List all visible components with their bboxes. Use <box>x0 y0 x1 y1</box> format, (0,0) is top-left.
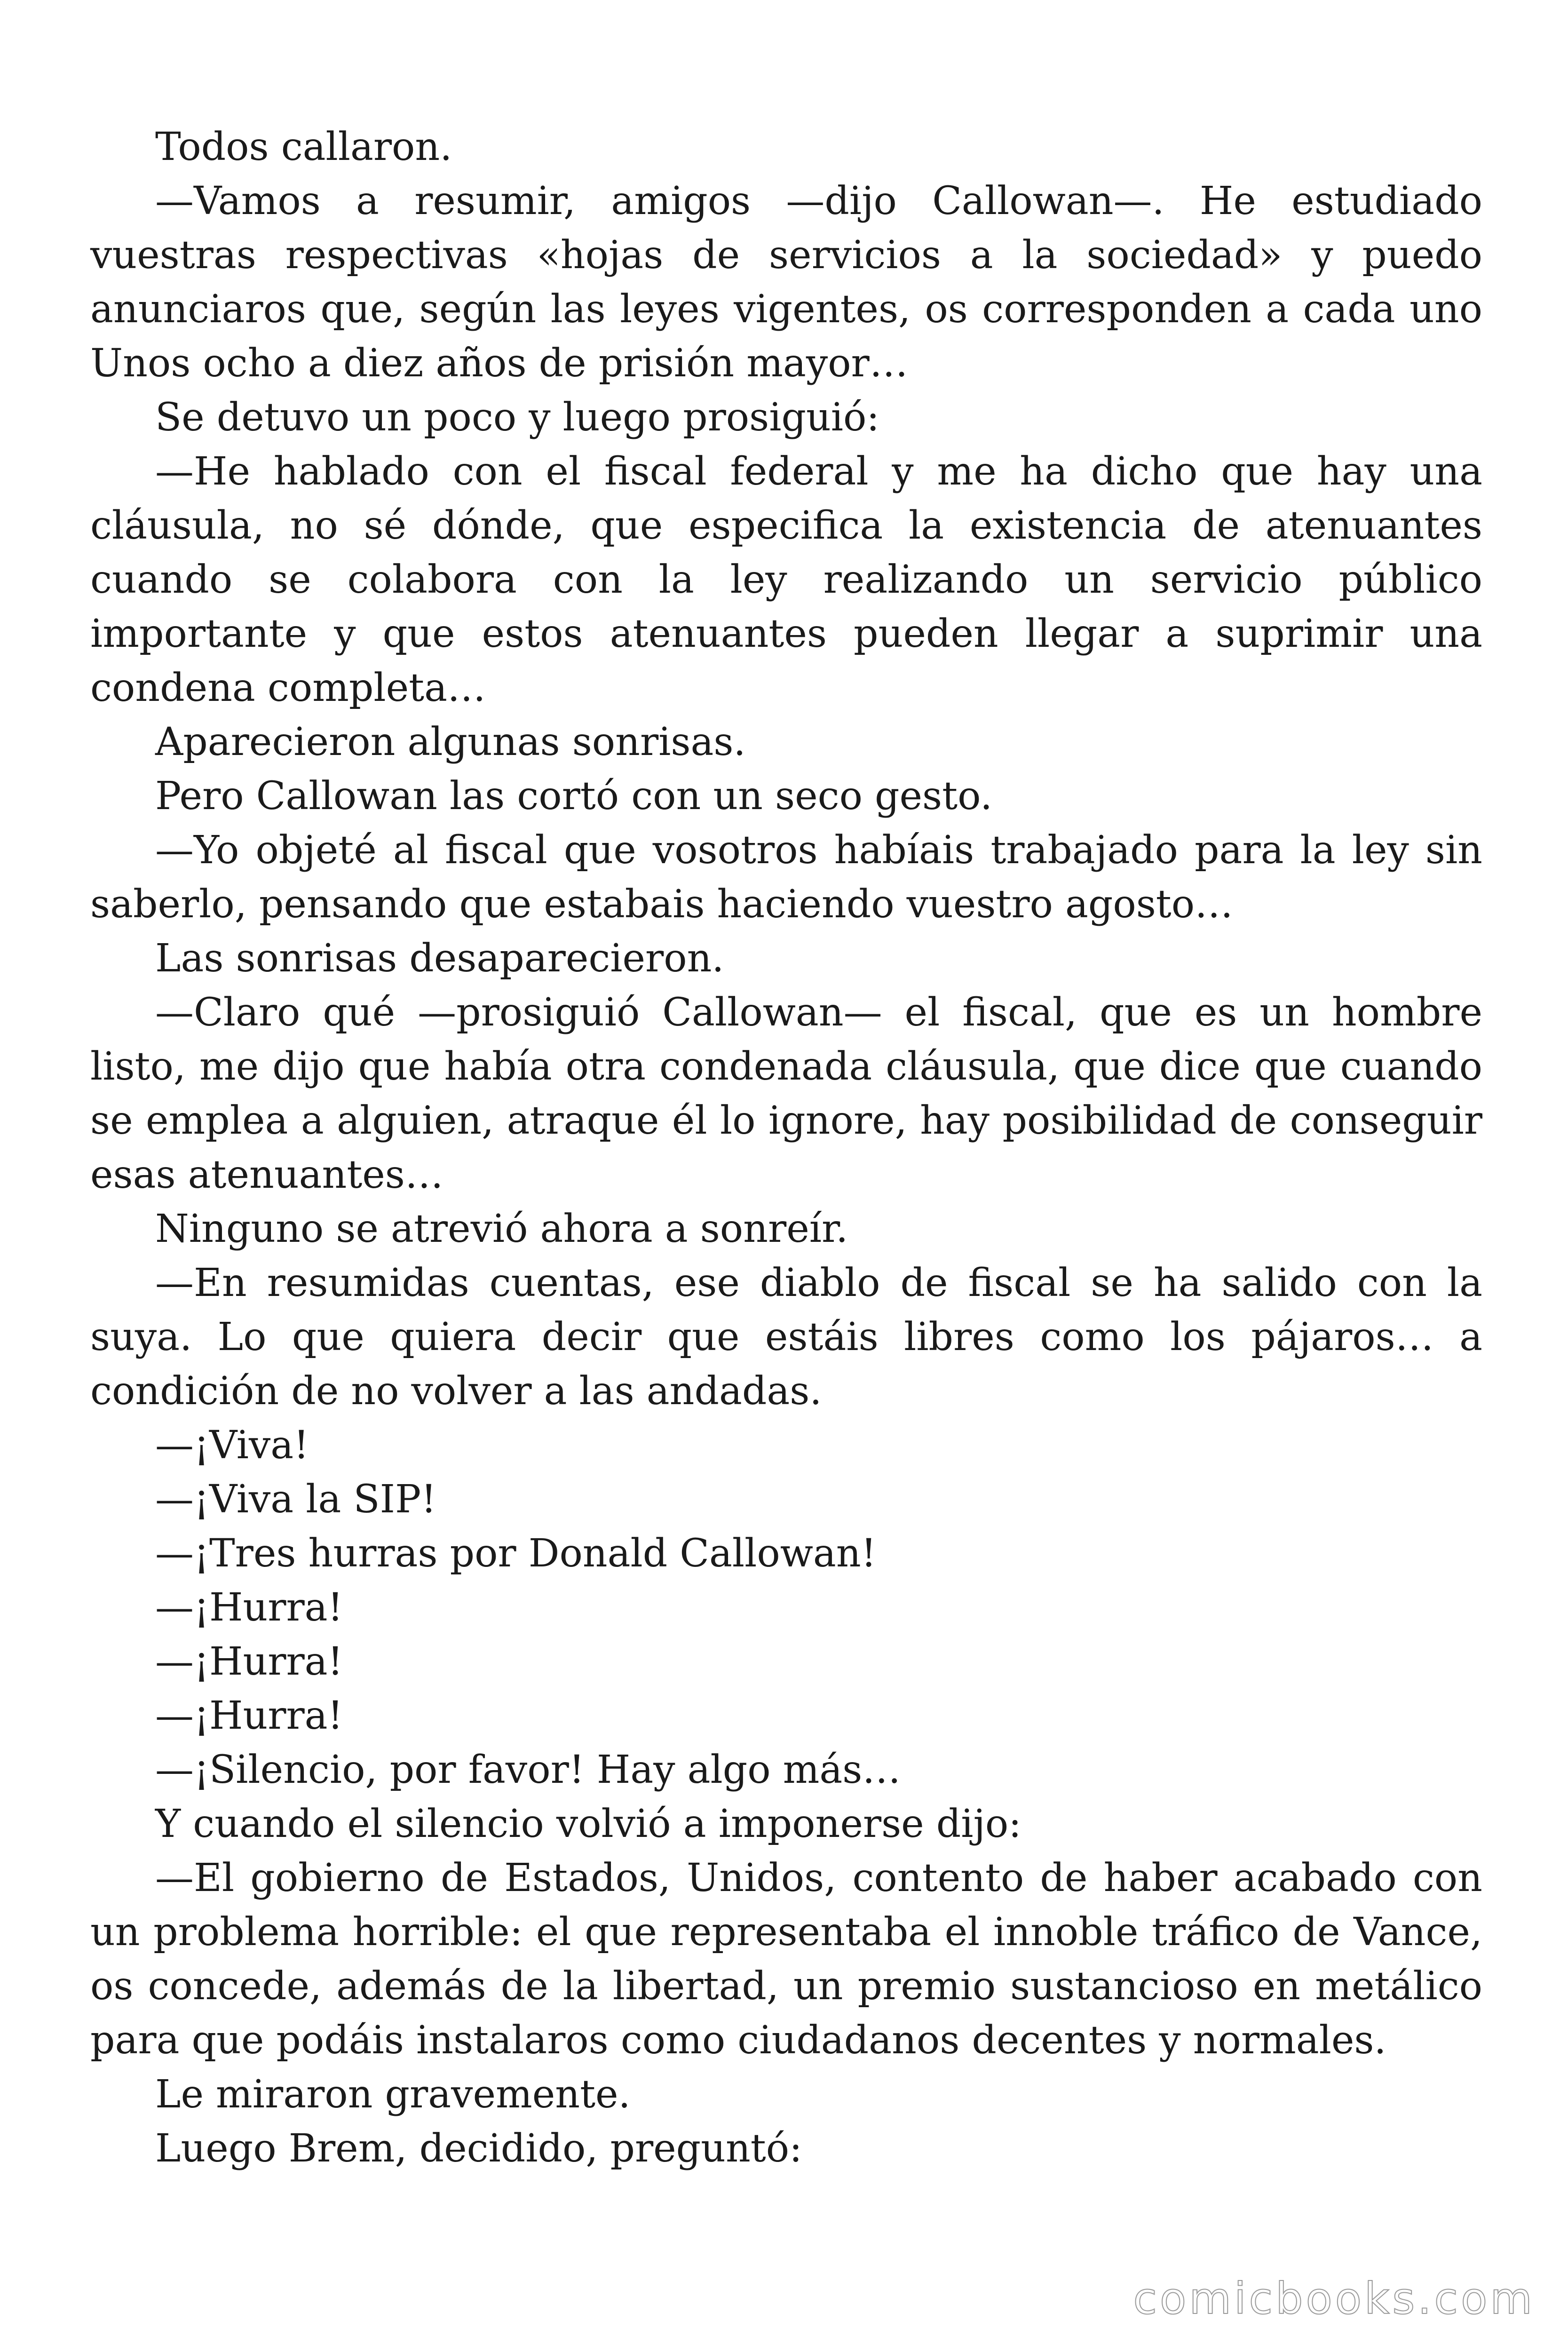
paragraph: —¡Silencio, por favor! Hay algo más… <box>155 1748 901 1792</box>
paragraph: —¡Viva la SIP! <box>155 1477 437 1522</box>
document-page <box>90 120 1482 2176</box>
watermark: comicbooks.com <box>1133 2273 1535 2324</box>
paragraph: Luego Brem, decidido, preguntó: <box>155 2126 802 2171</box>
paragraph: —¡Hurra! <box>155 1693 343 1738</box>
paragraph: Ninguno se atrevió ahora a sonreír. <box>155 1207 848 1251</box>
paragraph: —Claro qué —prosiguió Callowan— el fiscal, que es un hombre listo, me dijo que había otra condenada cláusula, que dice que cuando se emplea a alguien, atraque él lo ignore, hay posibilidad de conseguir esas atenuantes… <box>90 990 1482 1197</box>
paragraph: —¡Tres hurras por Donald Callowan! <box>155 1531 877 1576</box>
paragraph: —¡Hurra! <box>155 1639 343 1684</box>
paragraph: Las sonrisas desaparecieron. <box>155 936 724 981</box>
paragraph: —Vamos a resumir, amigos —dijo Callowan—. He estudiado vuestras respectivas «hojas de servicios a la sociedad» y puedo anunciaros que, según las leyes vigentes, os corresponden a cada uno Unos ocho a diez años de prisión mayor… <box>90 179 1482 386</box>
paragraph: —Yo objeté al fiscal que vosotros habíais trabajado para la ley sin saberlo, pensando que estabais haciendo vuestro agosto… <box>90 828 1482 927</box>
paragraph: —El gobierno de Estados, Unidos, contento de haber acabado con un problema horrible: el que representaba el innoble tráfico de Vance, os concede, además de la libertad, un premio sustancioso en metálico para que podáis instalaros como ciudadanos decentes y normales. <box>90 1856 1482 2063</box>
paragraph: Aparecieron algunas sonrisas. <box>155 720 746 764</box>
paragraph: Le miraron gravemente. <box>155 2072 631 2117</box>
paragraph: —¡Hurra! <box>155 1585 343 1630</box>
paragraph: —¡Viva! <box>155 1423 309 1468</box>
paragraph: Todos callaron. <box>155 125 452 169</box>
paragraph: —He hablado con el fiscal federal y me ha dicho que hay una cláusula, no sé dónde, que especifica la existencia de atenuantes cuando se colabora con la ley realizando un servicio público importante y que estos atenuantes pueden llegar a suprimir una condena completa… <box>90 449 1482 710</box>
paragraph: —En resumidas cuentas, ese diablo de fiscal se ha salido con la suya. Lo que quiera decir que estáis libres como los pájaros… a condición de no volver a las andadas. <box>90 1261 1482 1414</box>
paragraph: Pero Callowan las cortó con un seco gesto. <box>155 774 993 818</box>
paragraph: Y cuando el silencio volvió a imponerse dijo: <box>155 1802 1022 1846</box>
paragraph: Se detuvo un poco y luego prosiguió: <box>155 395 879 440</box>
